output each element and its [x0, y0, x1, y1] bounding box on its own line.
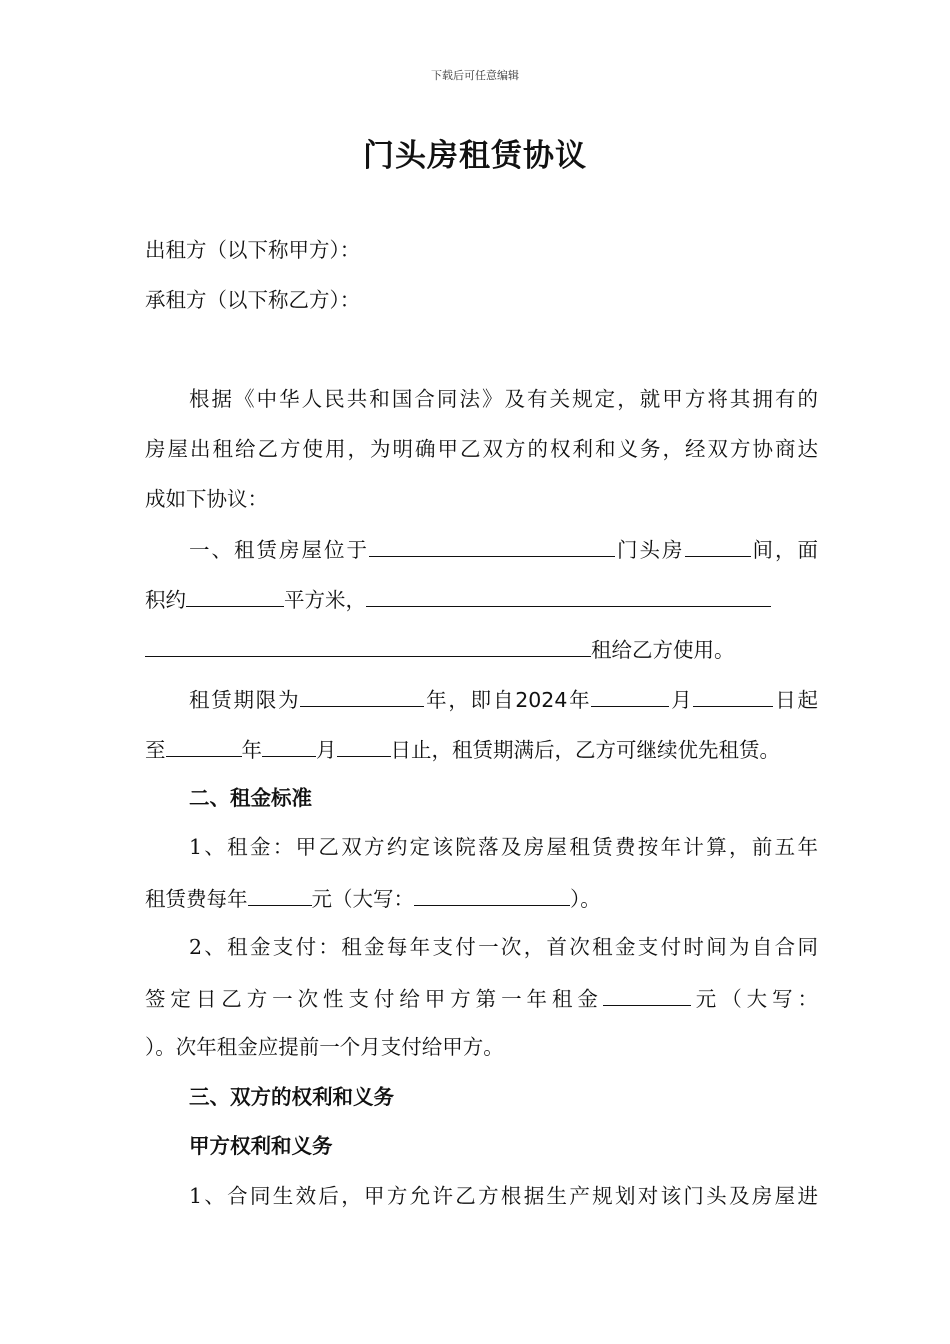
clause-text: 元（大写： — [311, 887, 414, 911]
clause-text: 至 — [145, 738, 166, 762]
clause-text: 积约 — [145, 588, 186, 612]
lease-term-line-2 — [145, 738, 780, 761]
intro-line-1: 根据《中华人民共和国合同法》及有关规定，就甲方将其拥有的 — [189, 387, 818, 411]
section3-heading: 三、双方的权利和义务 — [189, 1085, 394, 1109]
blank-rent-words[interactable] — [414, 887, 570, 906]
blank-description-cont[interactable] — [145, 638, 591, 657]
clause-text: 元（大写： — [690, 987, 819, 1011]
blank-end-year[interactable] — [166, 738, 242, 757]
intro-line-3: 成如下协议： — [145, 487, 268, 511]
clause-text: 一、租赁房屋位于 — [189, 538, 369, 562]
section1-line-c — [145, 638, 735, 661]
clause-text: 月 — [316, 738, 337, 762]
party-a-subheading: 甲方权利和义务 — [189, 1134, 333, 1158]
payment-line-2 — [145, 987, 818, 1010]
blank-end-month[interactable] — [262, 738, 316, 757]
blank-first-rent[interactable] — [603, 987, 691, 1006]
clause-text: 年，即自 — [424, 688, 516, 712]
blank-area[interactable] — [186, 588, 284, 607]
party-a-clause-1: 1、合同生效后，甲方允许乙方根据生产规划对该门头及房屋进 — [189, 1184, 818, 1208]
clause-text: 租赁费每年 — [145, 887, 248, 911]
clause-text: 平方米， — [284, 588, 366, 612]
blank-end-day[interactable] — [337, 738, 391, 757]
blank-rooms[interactable] — [685, 538, 751, 557]
blank-start-month[interactable] — [591, 688, 669, 707]
intro-line-2: 房屋出租给乙方使用，为明确甲乙双方的权利和义务，经双方协商达 — [145, 437, 818, 461]
blank-annual-rent[interactable] — [248, 887, 312, 906]
blank-location[interactable] — [369, 538, 615, 557]
lease-term-line-1 — [145, 688, 818, 711]
blank-years[interactable] — [300, 688, 424, 707]
clause-text: ）。 — [570, 887, 601, 911]
clause-text: 租赁期限为 — [189, 688, 301, 712]
blank-start-day[interactable] — [693, 688, 773, 707]
payment-line-1: 2、租金支付：租金每年支付一次，首次租金支付时间为自合同 — [189, 935, 818, 959]
clause-text: 年 — [567, 688, 592, 712]
section1-line-b — [145, 588, 771, 611]
clause-text: 门头房 — [615, 538, 685, 562]
clause-text: 日起 — [773, 688, 819, 712]
clause-text: 年 — [241, 738, 262, 762]
blank-description[interactable] — [366, 588, 771, 607]
rent-line-2 — [145, 887, 601, 910]
page-header: 下载后可任意编辑 — [431, 69, 519, 82]
start-year: 2024 — [515, 688, 568, 712]
rent-line-1: 1、租金：甲乙双方约定该院落及房屋租赁费按年计算，前五年 — [189, 835, 818, 859]
lessee-line: 承租方（以下称乙方）： — [145, 288, 361, 312]
payment-line-3: ）。次年租金应提前一个月支付给甲方。 — [145, 1035, 504, 1059]
clause-text: 月 — [669, 688, 694, 712]
clause-text: 间，面 — [750, 538, 818, 562]
document-title: 门头房租赁协议 — [363, 138, 587, 174]
clause-text: 租给乙方使用。 — [591, 638, 735, 662]
section2-heading: 二、租金标准 — [189, 786, 312, 810]
lessor-line: 出租方（以下称甲方）： — [145, 238, 361, 262]
clause-text: 日止，租赁期满后，乙方可继续优先租赁。 — [390, 738, 780, 762]
section1-line-a — [145, 538, 818, 561]
clause-text: 签定日乙方一次性支付给甲方第一年租金 — [145, 987, 603, 1011]
